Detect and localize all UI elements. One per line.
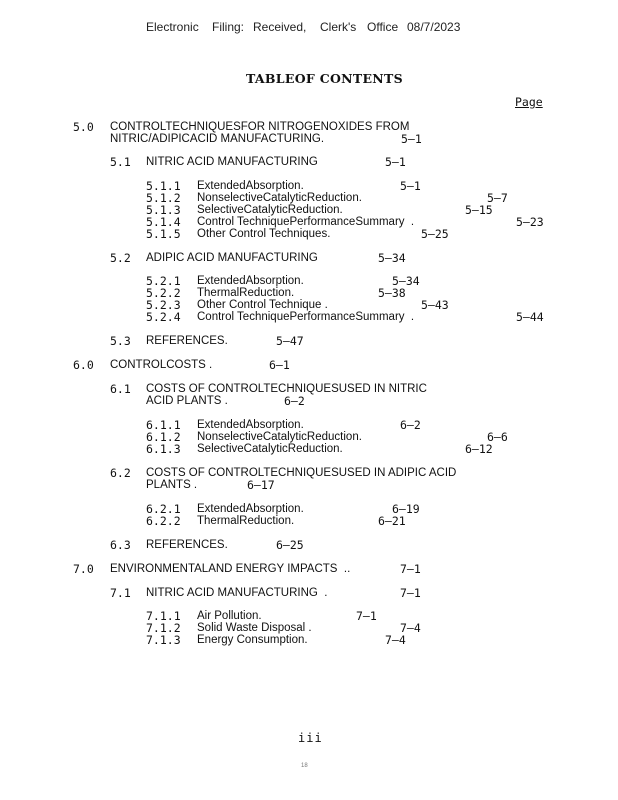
toc-entry-page: 5–44 — [516, 310, 544, 324]
toc-entry-label: Other Control Technique . — [197, 299, 328, 311]
toc-entry-number: 7.1.2 — [146, 621, 181, 635]
toc-entry-number: 6.1 — [110, 382, 131, 396]
toc-entry-label: NonselectiveCatalyticReduction. — [197, 192, 362, 204]
toc-entry-number: 5.3 — [110, 334, 131, 348]
toc-entry-label: Energy Consumption. — [197, 634, 308, 646]
toc-entry-page: 6–2 — [400, 418, 421, 432]
toc-entry-page: 6–2 — [284, 394, 305, 408]
toc-entry-number: 5.2.2 — [146, 286, 181, 300]
toc-entry-label: REFERENCES. — [146, 335, 228, 347]
toc-entry-number: 6.0 — [73, 358, 94, 372]
toc-entry-label: Control TechniquePerformanceSummary . — [197, 216, 415, 228]
toc-entry-label: COSTS OF CONTROLTECHNIQUESUSED IN NITRIC — [146, 383, 427, 395]
toc-entry-number: 5.1.4 — [146, 215, 181, 229]
toc-entry-label: Control TechniquePerformanceSummary . — [197, 311, 415, 323]
toc-entry-page: 5–25 — [421, 227, 449, 241]
header-received: Received, — [253, 20, 307, 34]
toc-entry-label: ExtendedAbsorption. — [197, 419, 304, 431]
toc-entry-number: 7.1.1 — [146, 609, 181, 623]
toc-entry-page: 5–23 — [516, 215, 544, 229]
toc-entry-label: Other Control Techniques. — [197, 228, 331, 240]
toc-entry-number: 5.1.1 — [146, 179, 181, 193]
toc-entry-label: CONTROLTECHNIQUESFOR NITROGENOXIDES FROM — [110, 121, 410, 133]
toc-entry-number: 7.0 — [73, 562, 94, 576]
toc-entry-label: NITRIC/ADIPICACID MANUFACTURING. — [110, 133, 325, 145]
toc-entry-page: 5–34 — [392, 274, 420, 288]
toc-entry-page: 7–4 — [385, 633, 406, 647]
toc-entry-number: 6.1.3 — [146, 442, 181, 456]
toc-entry-number: 5.2.4 — [146, 310, 181, 324]
toc-entry-page: 5–34 — [378, 251, 406, 265]
toc-entry-label: SelectiveCatalyticReduction. — [197, 204, 343, 216]
toc-entry-page: 7–4 — [400, 621, 421, 635]
toc-entry-label: ADIPIC ACID MANUFACTURING — [146, 252, 318, 264]
toc-entry-page: 5–1 — [385, 155, 406, 169]
toc-entry-number: 6.2.2 — [146, 514, 181, 528]
toc-entry-page: 6–19 — [392, 502, 420, 516]
toc-entry-number: 5.1.3 — [146, 203, 181, 217]
toc-entry-label: ExtendedAbsorption. — [197, 180, 304, 192]
toc-entry-label: NonselectiveCatalyticReduction. — [197, 431, 362, 443]
toc-entry-page: 6–17 — [247, 478, 275, 492]
header-office: Office — [367, 20, 399, 34]
toc-entry-page: 7–1 — [400, 562, 421, 576]
toc-entry-label: REFERENCES. — [146, 539, 228, 551]
toc-entry-number: 5.1 — [110, 155, 131, 169]
toc-entry-label: ENVIRONMENTALAND ENERGY IMPACTS .. — [110, 563, 351, 575]
toc-entry-page: 7–1 — [400, 586, 421, 600]
toc-entry-page: 5–15 — [465, 203, 493, 217]
toc-entry-number: 5.2.3 — [146, 298, 181, 312]
toc-entry-label: ACID PLANTS . — [146, 395, 228, 407]
toc-entry-number: 5.1.2 — [146, 191, 181, 205]
toc-entry-number: 6.2.1 — [146, 502, 181, 516]
toc-entry-page: 6–12 — [465, 442, 493, 456]
toc-entry-page: 5–38 — [378, 286, 406, 300]
toc-entry-page: 5–1 — [400, 179, 421, 193]
header-electronic: Electronic — [146, 20, 199, 34]
toc-entry-label: CONTROLCOSTS . — [110, 359, 213, 371]
toc-entry-number: 5.0 — [73, 120, 94, 134]
page-number: iii — [298, 731, 323, 745]
toc-entry-number: 5.1.5 — [146, 227, 181, 241]
toc-entry-page: 6–6 — [487, 430, 508, 444]
toc-entry-number: 6.1.1 — [146, 418, 181, 432]
toc-entry-number: 7.1 — [110, 586, 131, 600]
toc-entry-page: 5–43 — [421, 298, 449, 312]
toc-entry-page: 5–7 — [487, 191, 508, 205]
toc-entry-page: 5–47 — [276, 334, 304, 348]
toc-entry-page: 7–1 — [356, 609, 377, 623]
toc-entry-label: ThermalReduction. — [197, 287, 295, 299]
toc-entry-page: 6–21 — [378, 514, 406, 528]
toc-entry-label: Air Pollution. — [197, 610, 262, 622]
header-date: 08/7/2023 — [407, 20, 461, 34]
toc-entry-number: 5.2 — [110, 251, 131, 265]
toc-entry-label: SelectiveCatalyticReduction. — [197, 443, 343, 455]
toc-entry-label: ExtendedAbsorption. — [197, 275, 304, 287]
toc-entry-page: 6–25 — [276, 538, 304, 552]
toc-entry-label: COSTS OF CONTROLTECHNIQUESUSED IN ADIPIC ACID — [146, 467, 457, 479]
toc-entry-page: 6–1 — [269, 358, 290, 372]
page-title: TABLEOF CONTENTS — [246, 71, 403, 86]
toc-entry-number: 6.1.2 — [146, 430, 181, 444]
toc-entry-label: ExtendedAbsorption. — [197, 503, 304, 515]
header-clerks: Clerk's — [320, 20, 357, 34]
toc-entry-label: NITRIC ACID MANUFACTURING . — [146, 587, 328, 599]
toc-entry-number: 5.2.1 — [146, 274, 181, 288]
toc-entry-label: Solid Waste Disposal . — [197, 622, 312, 634]
header-filing: Filing: — [212, 20, 245, 34]
footer-mark: 18 — [301, 763, 308, 769]
page-column-label: Page — [515, 95, 543, 109]
toc-entry-page: 5–1 — [401, 132, 422, 146]
toc-entry-number: 6.3 — [110, 538, 131, 552]
toc-entry-label: NITRIC ACID MANUFACTURING — [146, 156, 318, 168]
toc-entry-number: 6.2 — [110, 466, 131, 480]
toc-entry-label: PLANTS . — [146, 479, 198, 491]
toc-entry-label: ThermalReduction. — [197, 515, 295, 527]
toc-entry-number: 7.1.3 — [146, 633, 181, 647]
